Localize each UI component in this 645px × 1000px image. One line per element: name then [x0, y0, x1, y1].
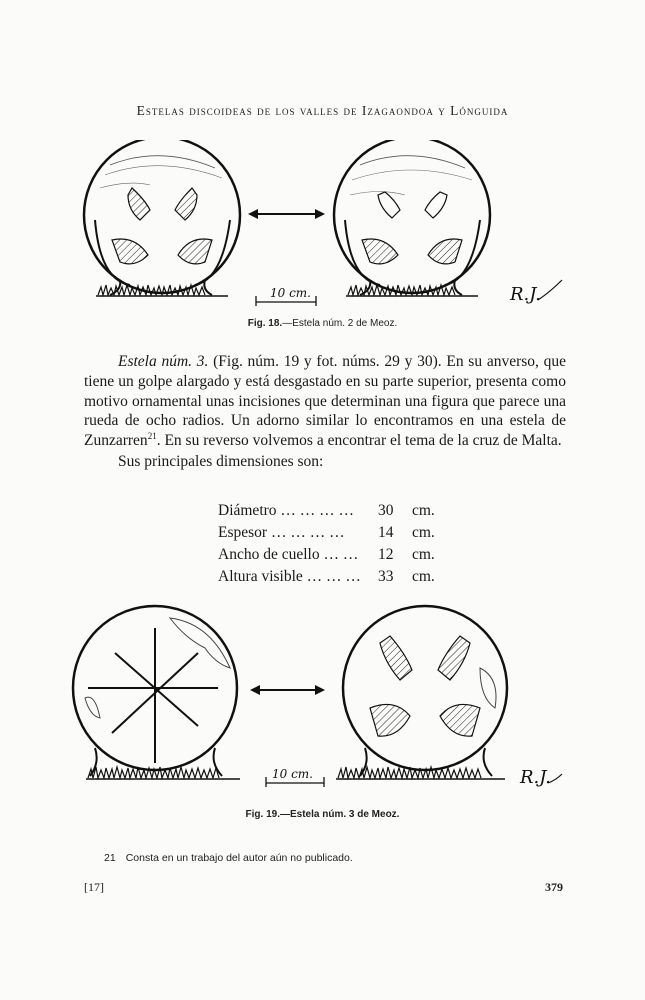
dimension-unit: cm. [412, 502, 435, 519]
paragraph-stele-3 [84, 352, 566, 451]
caption-text: —Estela núm. 2 de Meoz. [282, 318, 398, 329]
scale-bar-2 [266, 767, 324, 787]
stele-3-back [336, 606, 507, 779]
stele-title: Estela núm. 3. [118, 353, 209, 370]
dimension-label: Diámetro … … … … [218, 502, 355, 519]
dimension-row [218, 566, 452, 588]
figure-19 [0, 598, 645, 823]
stele-2-back [334, 140, 490, 296]
figure-18-drawing [0, 140, 645, 320]
double-arrow-icon-2 [250, 685, 325, 695]
dimension-row [218, 500, 452, 522]
footnote-ref[interactable]: 21 [147, 431, 157, 442]
caption-text-2: —Estela núm. 3 de Meoz. [279, 809, 400, 820]
footnote-text: Consta en un trabajo del autor aún no publicado. [125, 852, 353, 864]
double-arrow-icon [248, 209, 325, 219]
dimension-label: Ancho de cuello … … [218, 546, 359, 563]
dimension-unit: cm. [412, 546, 435, 563]
footnote [104, 852, 353, 864]
artist-signature [509, 280, 562, 305]
stele-2-front [84, 140, 240, 296]
figure-18 [0, 140, 645, 330]
footnote-number: 21 [104, 852, 116, 864]
figure-19-caption [0, 809, 645, 820]
dimension-row [218, 544, 452, 566]
signature-text-2: R.J. [520, 767, 551, 788]
figure-19-drawing [0, 598, 645, 810]
stele-3-front [73, 606, 240, 779]
dimension-unit: cm. [412, 568, 435, 585]
dimension-label: Altura visible … … … [218, 568, 361, 585]
page-number: 379 [545, 880, 563, 894]
dimension-unit: cm. [412, 524, 435, 541]
artist-signature-2 [519, 767, 562, 788]
dimension-value: 33 [378, 568, 394, 585]
paragraph-dimensions-intro: Sus principales dimensiones son: [118, 452, 324, 470]
dimensions-table [218, 500, 452, 588]
running-head: Estelas discoideas de los valles de Izagaondoa y Lónguida [136, 103, 509, 118]
dimension-value: 30 [378, 502, 394, 519]
caption-prefix: Fig. 18. [247, 318, 283, 329]
dimension-value: 14 [378, 524, 394, 541]
scale-bar [256, 286, 316, 306]
page-signature: [17] [84, 880, 104, 894]
signature-text: R.J. [510, 284, 541, 305]
body-text [84, 352, 566, 472]
scale-label: 10 cm. [270, 286, 311, 300]
scale-label-2: 10 cm. [272, 767, 313, 781]
dimension-row [218, 522, 452, 544]
dimension-label: Espesor … … … … [218, 524, 345, 541]
figure-18-caption [0, 318, 645, 329]
caption-prefix-2: Fig. 19. [245, 809, 280, 820]
dimension-value: 12 [378, 546, 394, 563]
paragraph-text-a: (Fig. núm. 19 y fot. núms. 29 y 30). En su anverso, que tiene un golpe alargado y está desgastado en su parte superior, presenta como motivo ornamental unas incisiones que determinan una figura que parece una rueda de ocho radios. Un adorno similar lo encontramos en una estela de Zunzarren [84, 353, 566, 450]
paragraph-text-b: . En su reverso volvemos a encontrar el tema de la cruz de Malta. [156, 432, 562, 450]
